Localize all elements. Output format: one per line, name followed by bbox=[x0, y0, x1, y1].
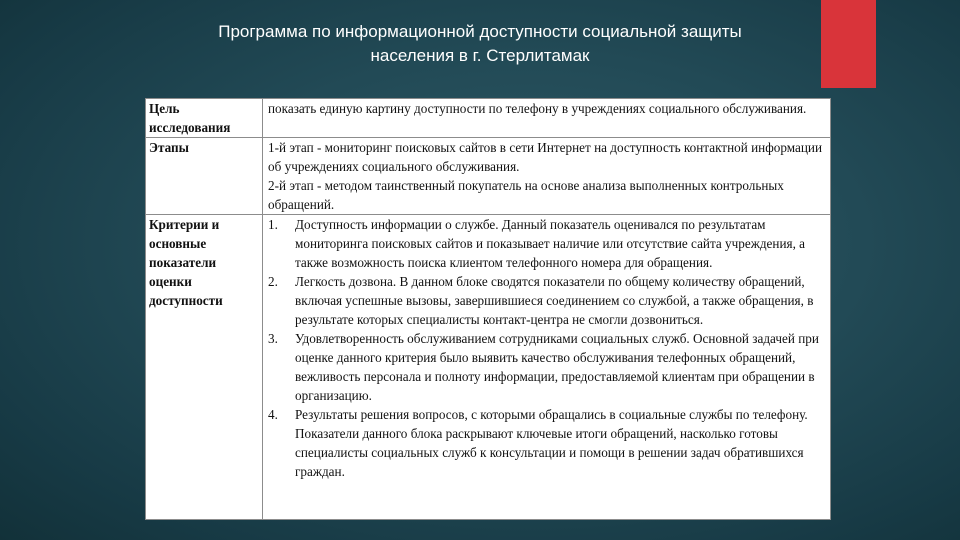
criteria-item bbox=[268, 329, 827, 405]
criteria-label: Критерии и основные показатели оценки доступности bbox=[146, 215, 263, 520]
red-accent-bar bbox=[821, 0, 876, 88]
criteria-item-number: 3. bbox=[268, 331, 278, 346]
criteria-list bbox=[268, 215, 827, 481]
stages-label: Этапы bbox=[146, 138, 263, 215]
table-row-criteria bbox=[146, 215, 831, 520]
criteria-item-number: 2. bbox=[268, 274, 278, 289]
goal-label: Цель исследования bbox=[146, 99, 263, 138]
table-row-stages bbox=[146, 138, 831, 215]
stage-1: 1-й этап - мониторинг поисковых сайтов в сети Интернет на доступность контактной информации об учреждениях социального обслуживания. bbox=[268, 140, 823, 174]
criteria-item bbox=[268, 215, 827, 272]
criteria-item bbox=[268, 272, 827, 329]
slide-title-line-2: населения в г. Стерлитамак bbox=[370, 46, 590, 65]
criteria-item-number: 1. bbox=[268, 217, 278, 232]
criteria-item-number: 4. bbox=[268, 407, 278, 422]
criteria-item-text: Результаты решения вопросов, с которыми обращались в социальные службы по телефону. Показатели данного блока раскрывают ключевые итоги обращений, насколько готовы специалисты социальных служб к консультации и помощи в решении задач обратившихся граждан. bbox=[295, 407, 808, 479]
criteria-item bbox=[268, 405, 827, 481]
criteria-item-text: Удовлетворенность обслуживанием сотрудниками социальных служб. Основной задачей при оценке данного критерия было выявить качество обслуживания телефонных обращений, вежливость персонала и полноту информации, предоставляемой клиентам при обращении в организацию. bbox=[295, 331, 819, 403]
criteria-content bbox=[263, 215, 831, 520]
criteria-item-text: Легкость дозвона. В данном блоке сводятся показатели по общему количеству обращений, включая успешные вызовы, завершившиеся соединением со службой, а также обращения, в результате которых специалисты контакт-центра не смогли дозвониться. bbox=[295, 274, 814, 327]
table-row-goal bbox=[146, 99, 831, 138]
slide-title bbox=[140, 20, 820, 68]
program-table bbox=[145, 98, 831, 520]
slide-title-line-1: Программа по информационной доступности социальной защиты bbox=[218, 22, 742, 41]
goal-content: показать единую картину доступности по телефону в учреждениях социального обслуживания. bbox=[263, 99, 831, 138]
criteria-item-text: Доступность информации о службе. Данный показатель оценивался по результатам мониторинга поисковых сайтов и показывает наличие или отсутствие сайта учреждения, а также возможность поиска клиентом телефонного номера для обращения. bbox=[295, 217, 806, 270]
stage-2: 2-й этап - методом таинственный покупатель на основе анализа выполненных контрольных обращений. bbox=[268, 178, 784, 212]
stages-content bbox=[263, 138, 831, 215]
